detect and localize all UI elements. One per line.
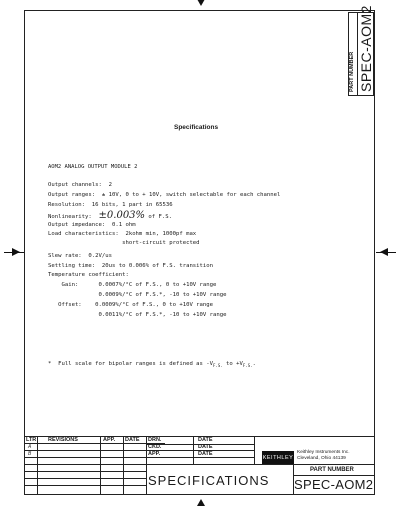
title-block-rule (24, 457, 165, 458)
label-ckd: CKD. (148, 444, 162, 450)
part-number-label: PART NUMBER (310, 467, 354, 473)
spec-offset-unipolar: Offset: 0.0009%/°C of F.S., 0 to +10V range (48, 302, 214, 308)
spec-resolution: Resolution: 16 bits, 1 part in 65536 (48, 202, 173, 208)
vertical-part-number-value: SPEC-AOM2 (358, 5, 374, 92)
col-revisions: REVISIONS (48, 437, 78, 443)
title-block-rule (24, 464, 375, 465)
col-app: APP. (103, 437, 116, 443)
company-logo: KEITHLEY (262, 451, 294, 464)
spec-nonlinearity (48, 211, 172, 221)
registration-arrow-left-head (12, 248, 20, 256)
module-title: AOM2 ANALOG OUTPUT MODULE 2 (48, 164, 138, 170)
title-block-rule (24, 478, 146, 479)
footnote-text: * Full scale for bipolar ranges is defined as -V (48, 361, 214, 367)
title-block-rule (123, 436, 124, 495)
spec-temperature-coefficient: Temperature coefficient: (48, 272, 129, 278)
drawing-title: SPECIFICATIONS (148, 473, 270, 488)
spec-offset-bipolar: 0.0011%/°C of F.S.*, -10 to +10V range (48, 312, 227, 318)
spec-nonlinearity-label: Nonlinearity: (48, 214, 99, 220)
title-block-rule (100, 436, 101, 495)
spec-gain-unipolar: Gain: 0.0007%/°C of F.S., 0 to +10V range (48, 282, 217, 288)
vertical-part-number-label: PART NUMBER (349, 51, 355, 92)
title-block-rule (293, 475, 375, 476)
spec-gain-bipolar: 0.0009%/°C of F.S.*, -10 to +10V range (48, 292, 227, 298)
title-block-rule (24, 471, 146, 472)
spec-slew-rate: Slew rate: 0.2V/us (48, 253, 112, 259)
label-date-drn: DATE (198, 437, 213, 443)
footnote-mid: to +V (222, 361, 243, 367)
spec-nonlinearity-unit: of F.S. (145, 214, 172, 220)
footnote-end: . (252, 361, 256, 367)
title-block-rule (24, 485, 146, 486)
registration-arrow-bottom (197, 499, 205, 506)
spec-output-impedance: Output impedance: 0.1 ohm (48, 222, 136, 228)
company-address: Cleveland, Ohio 44139 (297, 456, 346, 461)
footnote (48, 361, 256, 368)
spec-nonlinearity-value: ±0.003% (98, 210, 146, 221)
title-block-rule (146, 436, 147, 495)
col-ltr: LTR (26, 437, 37, 443)
title-block-rule (24, 443, 165, 444)
title-block-rule (24, 450, 165, 451)
label-app: APP. (148, 451, 161, 457)
label-date-ckd: DATE (198, 444, 213, 450)
title-block-rule (193, 436, 194, 464)
spec-load-characteristics-cont: short-circuit protected (48, 240, 200, 246)
footnote-sub-2: F.S. (242, 363, 253, 369)
label-drn: DRN. (148, 437, 162, 443)
title-block-rule (254, 436, 255, 464)
document-heading: Specifications (174, 124, 219, 131)
rev-b-letter: B (28, 451, 32, 457)
registration-arrow-top (197, 0, 205, 6)
part-number-value: SPEC-AOM2 (294, 477, 374, 492)
company-name: Keithley Instruments Inc. (297, 450, 350, 455)
label-date-app: DATE (198, 451, 213, 457)
col-date: DATE (125, 437, 140, 443)
footnote-sub-1: F.S. (213, 363, 223, 369)
title-block-rule (37, 436, 38, 495)
spec-load-characteristics: Load characteristics: 2kohm min, 1000pf max (48, 231, 197, 237)
registration-arrow-right-head (380, 248, 388, 256)
spec-output-channels: Output channels: 2 (48, 182, 112, 188)
spec-settling-time: Settling time: 20us to 0.006% of F.S. transition (48, 263, 214, 269)
spec-output-ranges: Output ranges: ± 10V, 0 to + 10V, switch selectable for each channel (48, 192, 281, 198)
rev-a-letter: A (28, 444, 32, 450)
title-block-rule (146, 457, 254, 458)
